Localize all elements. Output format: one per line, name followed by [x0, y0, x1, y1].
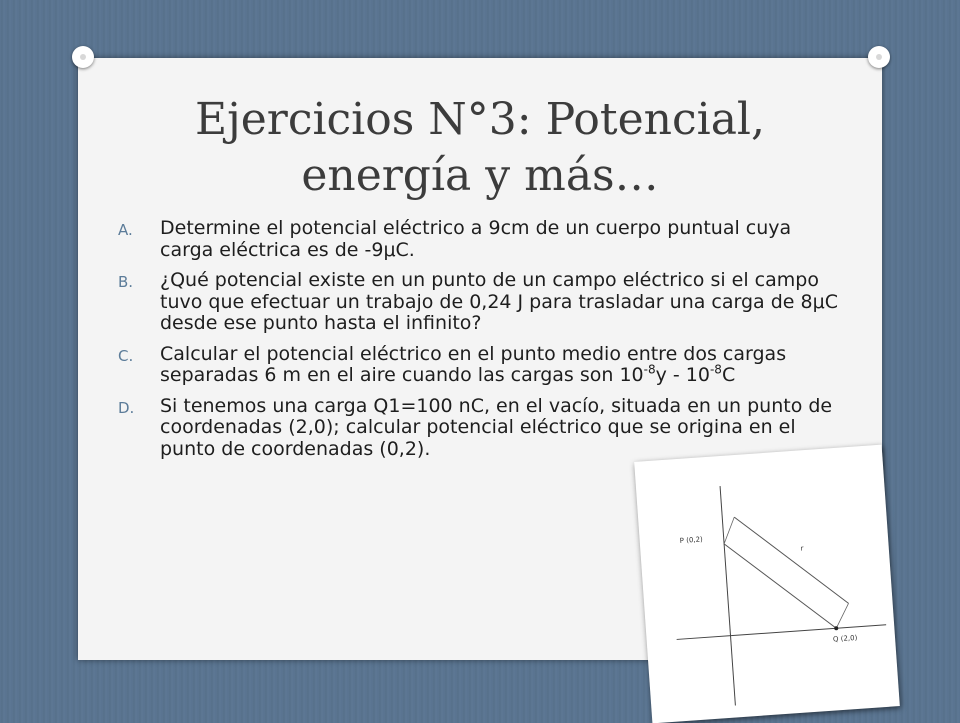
extension-line-p	[722, 517, 736, 544]
title-line-1: Ejercicios N°3: Potencial,	[194, 94, 765, 145]
exercise-c	[118, 344, 848, 387]
corner-pin-top-left	[72, 46, 94, 68]
dimension-line	[734, 510, 848, 611]
diagram-svg	[634, 445, 900, 723]
corner-pin-top-right	[868, 46, 890, 68]
exponent-1: -8	[643, 362, 656, 377]
exercise-text: ¿Qué potencial existe en un punto de un campo eléctrico si el campo tuvo que efectuar un trabajo de 0,24 J para trasladar una carga de 8μC desde ese punto hasta el infinito?	[160, 269, 838, 334]
exercise-text-part-1: Calcular el potencial eléctrico en el punto medio entre dos cargas separadas 6 m en el aire cuando las cargas son 10	[160, 342, 787, 386]
exercise-marker: A.	[118, 221, 133, 239]
title-line-2: energía y más…	[301, 150, 659, 201]
coordinate-diagram	[634, 445, 900, 723]
exercise-marker: D.	[118, 398, 135, 417]
label-p: P (0,2)	[679, 535, 704, 545]
exercise-list	[118, 218, 848, 469]
exercise-text-part-3: C	[721, 364, 736, 386]
exercise-text-part-2: y - 10	[655, 364, 710, 386]
slide-title	[0, 92, 960, 204]
exercise-marker: C.	[118, 346, 134, 365]
exercise-text: Determine el potencial eléctrico a 9cm de un cuerpo puntual cuya carga eléctrica es de -9μC.	[160, 217, 792, 261]
exercise-marker: B.	[118, 273, 134, 291]
exercise-d	[118, 396, 848, 461]
exercise-a	[118, 218, 848, 261]
exercise-text: Si tenemos una carga Q1=100 nC, en el vacío, situada en un punto de coordenadas (2,0); calcular potencial eléctrico que se origina en el punto de coordenadas (0,2).	[160, 394, 833, 460]
label-q: Q (2,0)	[832, 633, 858, 644]
exponent-2: -8	[709, 362, 722, 377]
extension-line-q	[835, 603, 851, 628]
label-r: r	[800, 544, 804, 553]
exercise-b	[118, 270, 848, 335]
y-axis	[720, 486, 735, 705]
